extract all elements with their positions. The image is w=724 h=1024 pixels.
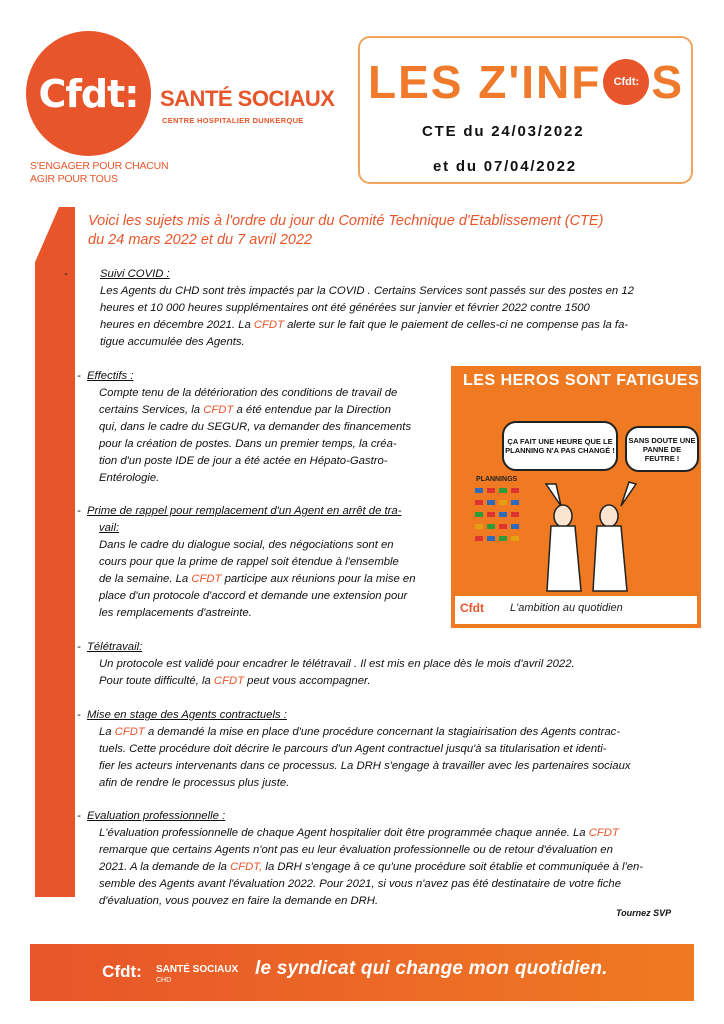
section-covid: [64, 266, 704, 351]
logo-text: Cfdt:: [38, 71, 139, 116]
slogan-line: S'ENGAGER POUR CHACUN: [30, 160, 169, 172]
cartoon-drawing: [451, 366, 701, 628]
cfdt-mention: CFDT: [213, 675, 245, 687]
list-dash: -: [77, 709, 81, 721]
paragraph-line: cours pour que la prime de rappel soit étendue à l'ensemble: [99, 556, 399, 568]
paragraph-line: fier les acteurs intervenants dans ce processus. La DRH s'engage à travailler avec les partenaires sociaux: [99, 760, 631, 772]
cartoon-slogan: L'ambition au quotidien: [510, 602, 623, 614]
cfdt-badge-icon: Cfdt:: [603, 59, 649, 105]
paragraph-line: afin de rendre le processus plus juste.: [99, 777, 290, 789]
board-label: PLANNINGS: [476, 476, 518, 483]
paragraph-line: tion d'un poste IDE de jour a été actée en Hépato-Gastro-: [99, 455, 388, 467]
cartoon-footer-logo: Cfdt: [460, 601, 484, 615]
paragraph-line: semble des Agents avant l'évaluation 2022. Pour 2021, si vous n'avez pas été destinataire de votre fiche: [99, 878, 621, 890]
paragraph-line: Les Agents du CHD sont très impactés par la COVID . Certains Services sont passés sur des postes en 12: [100, 285, 634, 297]
cartoon-image: [451, 366, 701, 628]
list-dash: -: [77, 810, 81, 822]
slogan: [30, 160, 168, 186]
section-title: Mise en stage des Agents contractuels :: [87, 709, 287, 721]
paragraph-line: remarque que certains Agents n'ont pas eu leur évaluation professionnelle ou de retour d'évaluation en: [99, 844, 613, 856]
paragraph-line: heures en décembre 2021. La CFDT alerte sur le fait que le paiement de celles-ci ne compense pas la fa-: [100, 319, 629, 331]
paragraph-line: pour la création de postes. Dans un premier temps, la créa-: [99, 438, 397, 450]
intro-line: du 24 mars 2022 et du 7 avril 2022: [88, 232, 313, 248]
footer-tagline: le syndicat qui change mon quotidien.: [255, 958, 608, 979]
org-name: SANTÉ SOCIAUX: [160, 86, 335, 111]
paragraph-line: Dans le cadre du dialogue social, des négociations sont en: [99, 539, 394, 551]
paragraph-line: tigue accumulée des Agents.: [100, 336, 245, 348]
section-teletravail: [77, 639, 697, 690]
infos-title: [368, 55, 684, 109]
turn-page-note: Tournez SVP: [616, 908, 672, 918]
paragraph-line: Un protocole est validé pour encadrer le télétravail . Il est mis en place dès le mois d'avril 2022.: [99, 658, 575, 670]
slogan-line: AGIR POUR TOUS: [30, 173, 118, 185]
intro-text: [88, 212, 668, 250]
footer-logo: Cfdt:: [102, 962, 142, 981]
section-title: Prime de rappel pour remplacement d'un Agent en arrêt de tra-: [87, 505, 402, 517]
paragraph-line: tuels. Cette procédure doit décrire le parcours d'un Agent contractuel jusqu'à sa titularisation et identi-: [99, 743, 607, 755]
cfdt-mention: CFDT: [588, 827, 619, 839]
cfdt-mention: CFDT: [253, 319, 284, 331]
cfdt-mention: CFDT: [191, 573, 222, 585]
org-subtitle: CENTRE HOSPITALIER DUNKERQUE: [162, 116, 304, 125]
cfdt-mention: CFDT: [114, 726, 145, 738]
cfdt-mention: CFDT,: [230, 861, 263, 873]
list-dash: -: [77, 370, 81, 382]
infos-title-part: LES Z'INF: [368, 56, 602, 108]
paragraph-line: Entérologie.: [99, 472, 160, 484]
paragraph-line: certains Services, la CFDT a été entendue par la Direction: [99, 404, 391, 416]
infos-title-part: S: [651, 56, 685, 108]
speech-bubble: ÇA FAIT UNE HEURE QUE LE PLANNING N'A PAS CHANGÉ !: [502, 421, 618, 471]
footer-chd: CHD: [156, 977, 172, 984]
list-dash: -: [64, 268, 68, 280]
speech-bubble: SANS DOUTE UNE PANNE DE FEUTRE !: [625, 426, 699, 472]
list-dash: -: [77, 641, 81, 653]
paragraph-line: qui, dans le cadre du SEGUR, va demander des financements: [99, 421, 412, 433]
paragraph-line: La CFDT a demandé la mise en place d'une procédure concernant la stagiairisation des Agents contrac-: [99, 726, 621, 738]
footer-org: SANTÉ SOCIAUX: [156, 964, 239, 975]
paragraph-line: d'évaluation, vous pouvez en faire la demande en DRH.: [99, 895, 379, 907]
paragraph-line: 2021. A la demande de la CFDT, la DRH s'engage à ce qu'une procédure soit établie et communiquée à l'en-: [99, 861, 644, 873]
section-title: Suivi COVID :: [100, 268, 170, 280]
section-prime: [77, 503, 452, 622]
section-title: vail:: [99, 522, 120, 534]
intro-line: Voici les sujets mis à l'ordre du jour du Comité Technique d'Etablissement (CTE): [88, 213, 604, 229]
section-effectifs: [77, 368, 452, 487]
paragraph-line: Pour toute difficulté, la CFDT peut vous accompagner.: [99, 675, 371, 687]
list-dash: -: [77, 505, 81, 517]
section-title: Evaluation professionnelle :: [87, 810, 226, 822]
section-title: Télétravail:: [87, 641, 143, 653]
paragraph-line: de la semaine. La CFDT participe aux réunions pour la mise en: [99, 573, 416, 585]
paragraph-line: les remplacements d'astreinte.: [99, 607, 252, 619]
section-evaluation: [77, 808, 702, 910]
cfdt-mention: CFDT: [203, 404, 234, 416]
cartoon-title: LES HEROS SONT FATIGUES: [463, 372, 700, 389]
paragraph-line: Compte tenu de la détérioration des conditions de travail de: [99, 387, 398, 399]
paragraph-line: place d'un protocole d'accord et demande une extension pour: [99, 590, 408, 602]
paragraph-line: heures et 10 000 heures supplémentaires ont été générées sur janvier et février 2022 contre 1500: [100, 302, 590, 314]
cte-date-line: CTE du 24/03/2022: [422, 123, 585, 140]
section-stage: [77, 707, 702, 792]
paragraph-line: L'évaluation professionnelle de chaque Agent hospitalier doit être programmée chaque année. La CFDT: [99, 827, 619, 839]
section-title: Effectifs :: [87, 370, 134, 382]
cfdt-logo: [26, 31, 151, 156]
cte-date-line: et du 07/04/2022: [433, 158, 577, 175]
